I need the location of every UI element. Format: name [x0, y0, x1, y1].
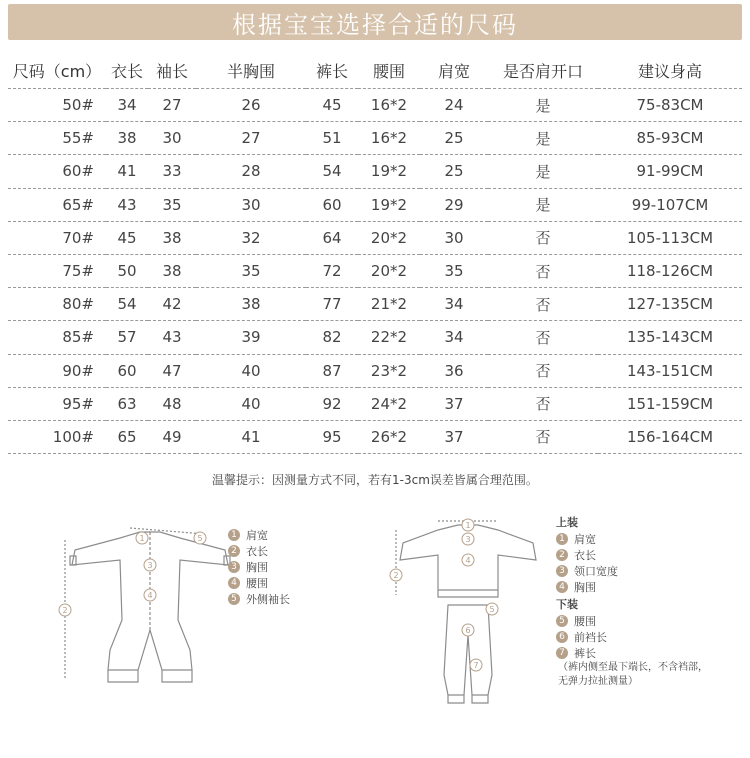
table-cell: 55# — [8, 122, 106, 155]
table-cell: 43 — [148, 321, 196, 354]
table-cell: 是 — [488, 155, 598, 188]
column-header: 袖长 — [155, 61, 188, 81]
table-cell: 35 — [196, 254, 306, 287]
marker-label: 1 — [139, 534, 145, 543]
table-cell: 151-159CM — [598, 387, 742, 420]
table-cell: 75-83CM — [598, 89, 742, 122]
table-cell: 36 — [420, 354, 488, 387]
table-cell: 80# — [8, 288, 106, 321]
table-cell: 16*2 — [358, 89, 420, 122]
table-row — [8, 254, 742, 287]
legend-label: 腰围 — [246, 577, 268, 590]
table-cell: 否 — [488, 288, 598, 321]
legend-item — [556, 629, 741, 645]
table-cell: 51 — [306, 122, 358, 155]
table-cell: 95# — [8, 387, 106, 420]
table-cell: 38 — [196, 288, 306, 321]
table-cell: 100# — [8, 420, 106, 453]
number-badge: 7 — [556, 647, 568, 659]
table-cell: 38 — [106, 122, 148, 155]
table-cell: 否 — [488, 387, 598, 420]
column-header: 裤长 — [315, 61, 348, 81]
table-cell: 60 — [106, 354, 148, 387]
table-cell: 25 — [420, 155, 488, 188]
legend-label: 衣长 — [246, 545, 268, 558]
table-cell: 143-151CM — [598, 354, 742, 387]
legend-item — [228, 559, 290, 575]
table-cell: 43 — [106, 188, 148, 221]
table-cell: 34 — [106, 89, 148, 122]
table-cell: 41 — [196, 420, 306, 453]
table-cell: 60# — [8, 155, 106, 188]
table-cell: 57 — [106, 321, 148, 354]
legend-label: 腰围 — [574, 615, 596, 628]
table-cell: 65# — [8, 188, 106, 221]
table-cell: 42 — [148, 288, 196, 321]
column-header: 衣长 — [110, 61, 143, 81]
table-cell: 47 — [148, 354, 196, 387]
table-cell: 38 — [148, 254, 196, 287]
number-badge: 1 — [228, 529, 240, 541]
legend-label: 外侧袖长 — [246, 593, 290, 606]
table-cell: 105-113CM — [598, 221, 742, 254]
table-cell: 33 — [148, 155, 196, 188]
column-header: 建议身高 — [637, 61, 702, 81]
number-badge: 6 — [556, 631, 568, 643]
table-cell: 24*2 — [358, 387, 420, 420]
table-cell: 22*2 — [358, 321, 420, 354]
number-badge: 2 — [556, 549, 568, 561]
number-badge: 1 — [556, 533, 568, 545]
table-cell: 92 — [306, 387, 358, 420]
number-badge: 4 — [228, 577, 240, 589]
table-cell: 25 — [420, 122, 488, 155]
legend-label: 衣长 — [574, 549, 596, 562]
size-table — [8, 52, 742, 454]
legend-item — [556, 563, 741, 579]
measurement-note: 温馨提示：因测量方式不同，若有1-3cm误差皆属合理范围。 — [212, 473, 538, 487]
table-row — [8, 188, 742, 221]
legend-item — [556, 613, 741, 629]
pants-measure-note-line2: 无弹力拉扯测量） — [558, 676, 638, 687]
table-cell: 37 — [420, 387, 488, 420]
table-cell: 27 — [148, 89, 196, 122]
table-cell: 63 — [106, 387, 148, 420]
onesie-markers — [59, 532, 206, 616]
table-cell: 87 — [306, 354, 358, 387]
marker-label: 6 — [465, 626, 471, 635]
table-cell: 否 — [488, 221, 598, 254]
table-cell: 21*2 — [358, 288, 420, 321]
title-banner — [8, 4, 742, 40]
table-cell: 20*2 — [358, 221, 420, 254]
table-row — [8, 321, 742, 354]
table-cell: 否 — [488, 254, 598, 287]
legend-item — [228, 591, 290, 607]
table-row — [8, 155, 742, 188]
legend-label: 前裆长 — [574, 631, 607, 644]
onesie-legend — [228, 527, 290, 607]
number-badge: 2 — [228, 545, 240, 557]
table-cell: 是 — [488, 89, 598, 122]
set-legend — [556, 513, 741, 689]
table-header-row — [8, 52, 742, 89]
table-cell: 85-93CM — [598, 122, 742, 155]
table-cell: 35 — [148, 188, 196, 221]
table-cell: 37 — [420, 420, 488, 453]
table-cell: 118-126CM — [598, 254, 742, 287]
legend-item — [556, 531, 741, 547]
column-header: 腰围 — [372, 61, 405, 81]
table-cell: 38 — [148, 221, 196, 254]
legend-item — [228, 575, 290, 591]
number-badge: 5 — [556, 615, 568, 627]
marker-label: 5 — [197, 534, 203, 543]
table-cell: 45 — [106, 221, 148, 254]
marker-label: 4 — [465, 556, 471, 565]
table-cell: 26*2 — [358, 420, 420, 453]
table-cell: 30 — [420, 221, 488, 254]
number-badge: 5 — [228, 593, 240, 605]
table-cell: 50 — [106, 254, 148, 287]
table-cell: 29 — [420, 188, 488, 221]
table-cell: 99-107CM — [598, 188, 742, 221]
table-row — [8, 122, 742, 155]
legend-label: 领口宽度 — [574, 565, 618, 578]
legend-item — [228, 543, 290, 559]
table-row — [8, 354, 742, 387]
table-cell: 90# — [8, 354, 106, 387]
marker-label: 7 — [473, 661, 479, 670]
table-cell: 85# — [8, 321, 106, 354]
table-row — [8, 420, 742, 453]
legend-label: 胸围 — [574, 581, 596, 594]
table-cell: 40 — [196, 354, 306, 387]
marker-label: 4 — [147, 591, 153, 600]
table-cell: 32 — [196, 221, 306, 254]
number-badge: 4 — [556, 581, 568, 593]
table-cell: 72 — [306, 254, 358, 287]
table-row — [8, 89, 742, 122]
table-cell: 41 — [106, 155, 148, 188]
table-body — [8, 89, 742, 454]
table-cell: 35 — [420, 254, 488, 287]
table-cell: 54 — [306, 155, 358, 188]
table-cell: 19*2 — [358, 155, 420, 188]
number-badge: 3 — [228, 561, 240, 573]
table-cell: 64 — [306, 221, 358, 254]
table-cell: 是 — [488, 188, 598, 221]
table-row — [8, 221, 742, 254]
bottom-heading: 下装 — [556, 598, 578, 611]
legend-item — [556, 645, 741, 661]
table-cell: 27 — [196, 122, 306, 155]
table-cell: 24 — [420, 89, 488, 122]
legend-label: 肩宽 — [574, 533, 596, 546]
table-row — [8, 387, 742, 420]
marker-label: 5 — [489, 605, 495, 614]
table-cell: 45 — [306, 89, 358, 122]
column-header: 尺码（cm） — [12, 61, 102, 81]
table-cell: 54 — [106, 288, 148, 321]
legend-item — [556, 547, 741, 563]
table-cell: 48 — [148, 387, 196, 420]
table-cell: 60 — [306, 188, 358, 221]
table-cell: 是 — [488, 122, 598, 155]
table-cell: 20*2 — [358, 254, 420, 287]
table-cell: 否 — [488, 420, 598, 453]
table-cell: 65 — [106, 420, 148, 453]
table-cell: 70# — [8, 221, 106, 254]
legend-label: 肩宽 — [246, 529, 268, 542]
legend-item — [228, 527, 290, 543]
table-cell: 75# — [8, 254, 106, 287]
table-cell: 34 — [420, 288, 488, 321]
top-heading: 上装 — [556, 516, 578, 529]
table-cell: 否 — [488, 321, 598, 354]
table-cell: 91-99CM — [598, 155, 742, 188]
table-cell: 23*2 — [358, 354, 420, 387]
table-row — [8, 288, 742, 321]
set-diagram — [388, 515, 548, 710]
table-cell: 30 — [148, 122, 196, 155]
table-cell: 26 — [196, 89, 306, 122]
table-cell: 95 — [306, 420, 358, 453]
pants-measure-note-line1: （裤内侧至最下端长，不含裆部， — [558, 662, 708, 673]
table-cell: 127-135CM — [598, 288, 742, 321]
column-header: 是否肩开口 — [502, 61, 583, 81]
table-cell: 82 — [306, 321, 358, 354]
table-cell: 40 — [196, 387, 306, 420]
number-badge: 3 — [556, 565, 568, 577]
table-cell: 50# — [8, 89, 106, 122]
table-cell: 39 — [196, 321, 306, 354]
column-header: 肩宽 — [437, 61, 470, 81]
marker-label: 1 — [465, 521, 471, 530]
table-cell: 否 — [488, 354, 598, 387]
legend-item — [556, 579, 741, 595]
legend-label: 裤长 — [574, 647, 596, 660]
marker-label: 3 — [147, 561, 153, 570]
legend-label: 胸围 — [246, 561, 268, 574]
table-cell: 135-143CM — [598, 321, 742, 354]
column-header: 半胸围 — [226, 61, 275, 81]
table-cell: 77 — [306, 288, 358, 321]
table-cell: 156-164CM — [598, 420, 742, 453]
marker-label: 2 — [393, 571, 399, 580]
table-cell: 19*2 — [358, 188, 420, 221]
table-cell: 28 — [196, 155, 306, 188]
table-cell: 30 — [196, 188, 306, 221]
table-cell: 34 — [420, 321, 488, 354]
table-cell: 16*2 — [358, 122, 420, 155]
marker-label: 3 — [465, 535, 471, 544]
table-cell: 49 — [148, 420, 196, 453]
page-title: 根据宝宝选择合适的尺码 — [232, 10, 518, 39]
marker-label: 2 — [62, 606, 68, 615]
